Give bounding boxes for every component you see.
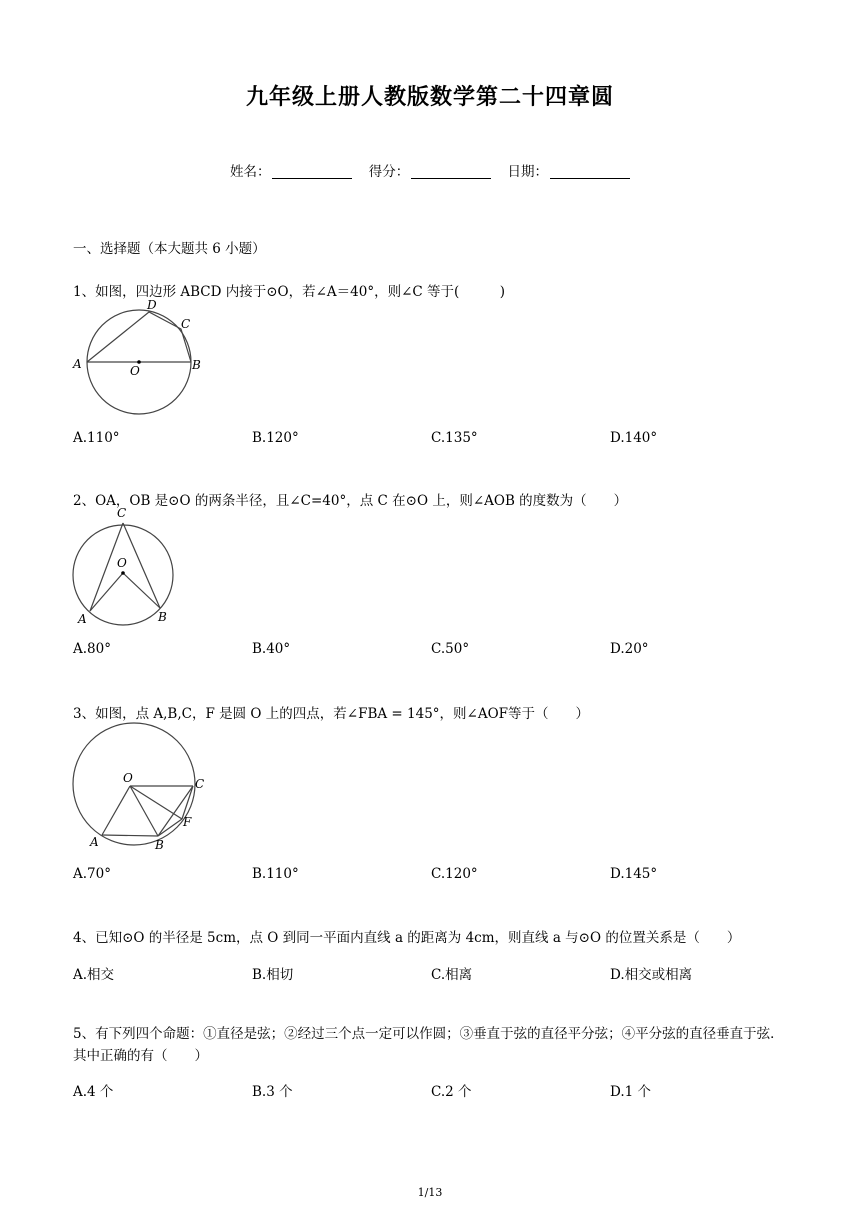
question-3-text: 3、如图，点 A,B,C，F 是圆 O 上的四点，若∠FBA = 145°，则∠AOF等于（ ） [73,706,590,722]
student-info-row [0,160,860,180]
label-a: A [78,612,87,626]
label-b: B [155,838,164,852]
option-d[interactable]: D.1 个 [610,1084,652,1100]
label-f: F [183,815,192,829]
label-c: C [117,506,127,520]
question-3-options [73,866,793,886]
option-c[interactable]: C.120° [431,866,478,882]
question-1-options [73,430,793,450]
option-d[interactable]: D.145° [610,866,658,882]
center-point [121,571,125,575]
option-d[interactable]: D.140° [610,430,658,446]
label-c: C [195,777,205,791]
question-5-text: 5、有下列四个命题：①直径是弦；②经过三个点一定可以作圆；③垂直于弦的直径平分弦；④平分弦的直径垂直于弦．其中正确的有（ ） [73,1026,784,1064]
label-b: B [158,610,167,624]
label-d: D [147,300,157,312]
radius-oa [90,573,123,611]
section-title: 一、选择题（本大题共 6 小题） [73,241,266,257]
label-a: A [90,835,99,849]
option-a[interactable]: A.4 个 [73,1084,114,1100]
option-c[interactable]: C.2 个 [431,1084,472,1100]
score-blank[interactable] [411,178,491,179]
radius-ob [130,786,158,836]
option-a[interactable]: A.相交 [73,967,115,983]
radius-oa [102,786,130,835]
option-d[interactable]: D.相交或相离 [610,967,693,983]
radius-of [130,786,182,819]
option-a[interactable]: A.80° [73,641,111,657]
date-field [508,160,631,180]
option-b[interactable]: B.110° [252,866,299,882]
name-label: 姓名： [229,164,271,180]
circle-o [73,723,195,845]
name-field [230,160,353,180]
option-d[interactable]: D.20° [610,641,649,657]
page-title: 九年级上册人教版数学第二十四章圆 [245,84,614,110]
question-2-text: 2、OA，OB 是⊙O 的两条半径，且∠C=40°，点 C 在⊙O 上，则∠AOB 的度数为（ ） [73,493,628,509]
option-b[interactable]: B.120° [252,430,299,446]
date-blank[interactable] [550,178,630,179]
quadrilateral-abcd [87,312,191,362]
question-1-figure [70,300,210,416]
question-4-text: 4、已知⊙O 的半径是 5cm，点 O 到同一平面内直线 a 的距离为 4cm，则直线 a 与⊙O 的位置关系是（ ） [73,930,741,946]
question-2-figure [68,503,188,627]
question-4-options [73,963,793,983]
page-number: 1/13 [417,1186,443,1199]
question-2-options [73,641,793,661]
radius-ob [123,573,160,608]
option-c[interactable]: C.50° [431,641,470,657]
option-b[interactable]: B.相切 [252,967,294,983]
option-a[interactable]: A.110° [73,430,120,446]
question-3-figure [68,718,212,856]
label-a: A [73,357,82,371]
label-b: B [192,358,201,372]
label-o: O [117,556,127,570]
label-o: O [130,364,140,378]
option-b[interactable]: B.40° [252,641,291,657]
option-c[interactable]: C.相离 [431,967,473,983]
option-a[interactable]: A.70° [73,866,111,882]
score-label: 得分： [368,164,410,180]
option-c[interactable]: C.135° [431,430,478,446]
option-b[interactable]: B.3 个 [252,1084,293,1100]
date-label: 日期： [507,164,549,180]
label-o: O [123,771,133,785]
question-1-text: 1、如图，四边形 ABCD 内接于⊙O，若∠A＝40°，则∠C 等于( ) [73,284,506,300]
label-c: C [181,317,191,331]
score-field [369,160,492,180]
question-5-options [73,1080,793,1100]
chord-ab [102,835,158,836]
name-blank[interactable] [272,178,352,179]
